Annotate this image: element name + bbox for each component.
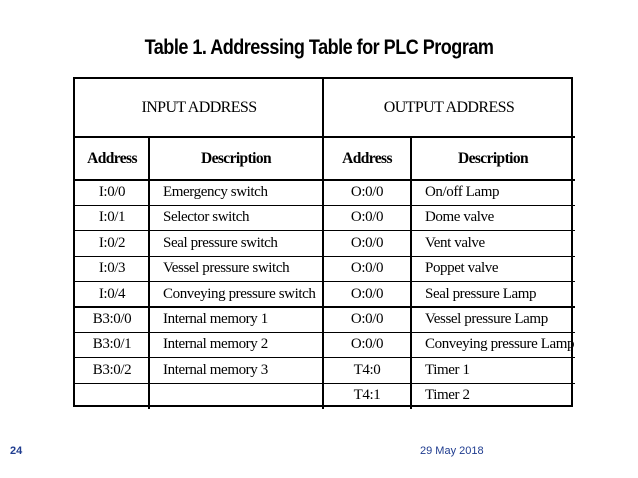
address-cell: I:0/3	[98, 260, 126, 277]
footer-date: 29 May 2018	[420, 445, 484, 457]
address-cell: O:0/0	[350, 209, 384, 226]
description-cell: Conveying pressure Lamp	[425, 336, 575, 353]
group-header-output: OUTPUT ADDRESS	[383, 99, 515, 116]
description-cell: Vessel pressure Lamp	[425, 311, 548, 327]
address-cell: O:0/0	[350, 336, 384, 353]
table-title: Table 1. Addressing Table for PLC Program	[144, 36, 494, 59]
description-cell: Seal pressure Lamp	[425, 285, 537, 302]
address-cell: I:0/1	[98, 209, 126, 226]
page-number: 24	[10, 445, 23, 457]
addressing-table	[73, 77, 573, 407]
column-header: Description	[200, 150, 272, 167]
description-cell: Emergency switch	[163, 184, 268, 200]
description-cell: Vent valve	[425, 234, 485, 251]
address-cell: T4:0	[353, 361, 381, 378]
description-cell: Timer 1	[425, 361, 470, 378]
address-cell: O:0/0	[350, 285, 384, 302]
address-cell: I:0/0	[98, 184, 126, 200]
address-cell: O:0/0	[350, 311, 384, 327]
address-cell: B3:0/0	[92, 311, 132, 327]
address-cell: B3:0/2	[92, 361, 132, 378]
description-cell: Dome valve	[425, 209, 494, 226]
column-header: Address	[342, 150, 392, 167]
address-cell: I:0/4	[98, 285, 126, 302]
description-cell: Conveying pressure switch	[163, 285, 316, 302]
description-cell	[149, 383, 323, 408]
description-cell: Poppet valve	[425, 260, 499, 277]
description-cell: Seal pressure switch	[163, 234, 278, 251]
description-cell: Internal memory 3	[163, 361, 268, 378]
address-cell: T4:1	[353, 387, 381, 404]
column-header: Description	[457, 150, 529, 167]
description-cell: On/off Lamp	[425, 184, 500, 200]
table-frame	[73, 77, 573, 407]
description-cell: Selector switch	[163, 209, 250, 226]
description-cell: Internal memory 2	[163, 336, 268, 353]
description-cell: Timer 2	[425, 387, 470, 404]
address-cell: O:0/0	[350, 184, 384, 200]
address-cell: B3:0/1	[92, 336, 132, 353]
address-cell: O:0/0	[350, 234, 384, 251]
address-cell: O:0/0	[350, 260, 384, 277]
address-cell: I:0/2	[98, 234, 126, 251]
description-cell: Internal memory 1	[163, 311, 268, 327]
column-header: Address	[87, 150, 137, 167]
address-cell	[75, 383, 149, 408]
description-cell: Vessel pressure switch	[163, 260, 290, 277]
group-header-input: INPUT ADDRESS	[141, 99, 257, 116]
